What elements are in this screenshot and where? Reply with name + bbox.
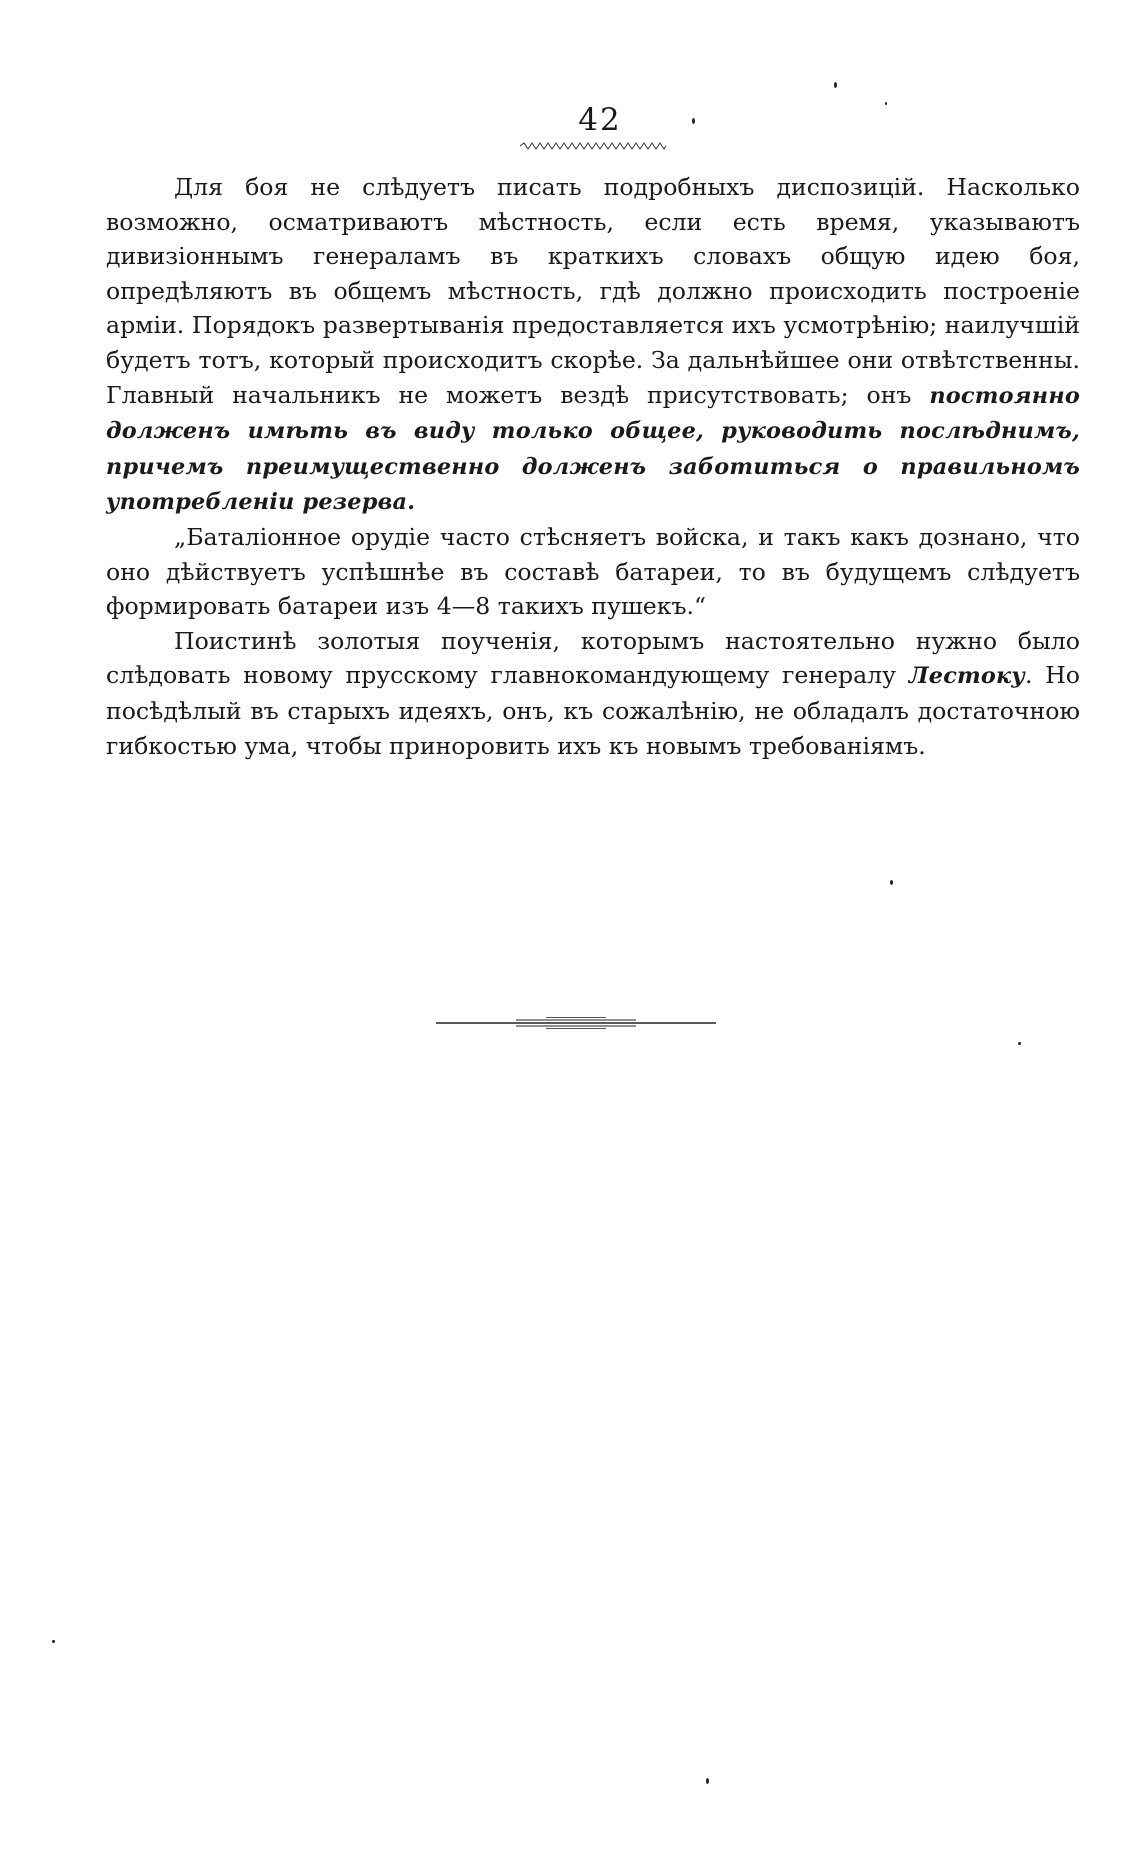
scan-speck bbox=[834, 82, 837, 88]
end-rule-ornament bbox=[436, 1016, 716, 1030]
paragraph-golden-lessons bbox=[106, 624, 1080, 763]
page-number: 42 bbox=[578, 102, 622, 138]
paragraph-text: Для боя не слѣдуетъ писать подробныхъ диспозицій. Насколько возможно, осматриваютъ мѣстность, если есть время, указываютъ дивизіоннымъ генераламъ въ краткихъ словахъ общую идею боя, опредѣляютъ въ общемъ мѣстность, гдѣ должно происходить построеніе арміи. Порядокъ развертыванія предоставляется ихъ усмотрѣнію; наилучшій будетъ тотъ, который происходитъ скорѣе. За дальнѣйшее они отвѣтственны. Главный начальникъ не можетъ вездѣ присутствовать; онъ bbox=[106, 173, 1080, 409]
scan-speck bbox=[706, 1778, 709, 1784]
scan-speck bbox=[885, 102, 887, 105]
scan-speck bbox=[52, 1640, 55, 1643]
scan-speck bbox=[890, 880, 893, 885]
emphasized-text: постоянно долженъ имѣть въ виду только общее, руководить послѣднимъ, причемъ преимущественно долженъ заботиться о правильномъ употребленіи резерва. bbox=[106, 382, 1080, 516]
paragraph-text: . Но посѣдѣлый въ старыхъ идеяхъ, онъ, къ сожалѣнію, не обладалъ достаточною гибкостью ума, чтобы приноровить ихъ къ новымъ требованіямъ. bbox=[106, 661, 1080, 760]
body-text bbox=[106, 170, 1080, 763]
header-ornament bbox=[520, 142, 670, 150]
paragraph-text: Поистинѣ золотыя поученія, которымъ настоятельно нужно было слѣдовать новому прусскому главнокомандующему генералу bbox=[106, 626, 1080, 690]
scan-speck bbox=[692, 118, 695, 124]
paragraph-battle-dispositions bbox=[106, 170, 1080, 520]
paragraph-battalion-guns bbox=[106, 520, 1080, 624]
paragraph-text: „Баталіонное орудіе часто стѣсняетъ войска, и такъ какъ дознано, что оно дѣйствуетъ успѣшнѣе въ составѣ батареи, то въ будущемъ слѣдуетъ формировать батареи изъ 4—8 такихъ пушекъ.“ bbox=[106, 522, 1080, 621]
general-name: Лестоку bbox=[908, 663, 1026, 690]
scan-speck bbox=[1018, 1042, 1021, 1045]
